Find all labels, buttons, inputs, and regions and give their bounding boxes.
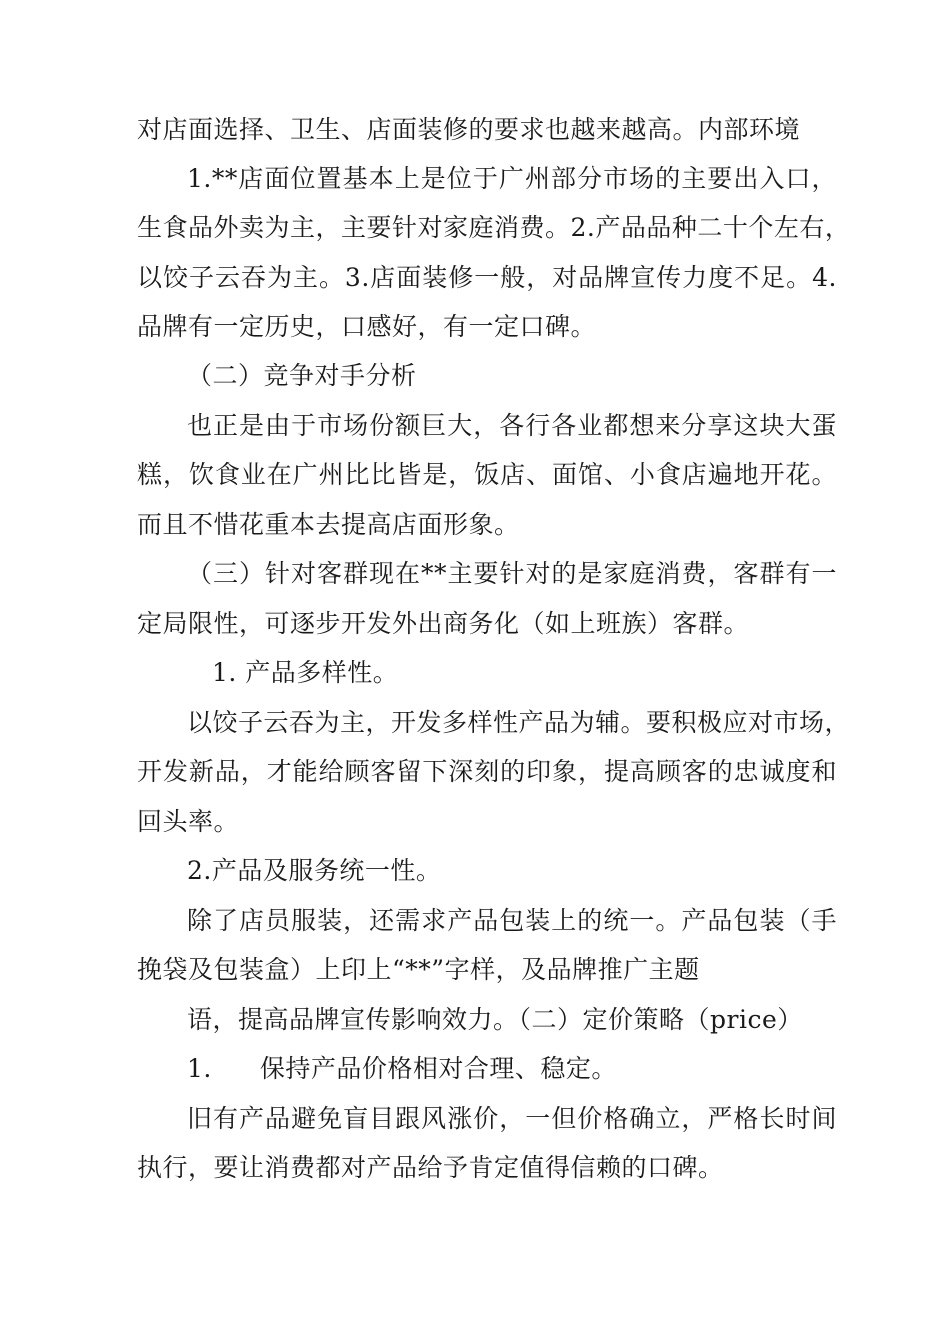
section-heading: （二）竞争对手分析 (187, 361, 417, 390)
text-line: 除了店员服装，还需求产品包装上的统一。产品包装（手 (187, 906, 837, 935)
text-line: 品牌有一定历史，口感好，有一定口碑。 (137, 312, 597, 341)
list-heading: 2.产品及服务统一性。 (187, 856, 442, 885)
list-heading (187, 1052, 617, 1086)
text-line: 回头率。 (137, 807, 240, 836)
list-number: 1. (187, 1054, 212, 1083)
list-heading: 1. 产品多样性。 (212, 658, 399, 687)
list-heading-text: 保持产品价格相对合理、稳定。 (259, 1054, 617, 1083)
text-line: 挽袋及包装盒）上印上“**”字样，及品牌推广主题 (137, 955, 700, 984)
section-heading: （三）针对客群现在**主要针对的是家庭消费，客群有一 (187, 559, 837, 588)
text-line: 生食品外卖为主，主要针对家庭消费。2.产品品种二十个左右， (137, 213, 851, 242)
text-line: 语，提高品牌宣传影响效力。（二）定价策略（price） (187, 1005, 803, 1034)
text-line: 旧有产品避免盲目跟风涨价，一但价格确立，严格长时间 (187, 1104, 837, 1133)
text-line: 开发新品，才能给顾客留下深刻的印象，提高顾客的忠诚度和 (137, 757, 837, 786)
text-line: 对店面选择、卫生、店面装修的要求也越来越高。内部环境 (137, 115, 801, 144)
text-line: 以饺子云吞为主，开发多样性产品为辅。要积极应对市场， (187, 708, 851, 737)
text-line: 糕，饮食业在广州比比皆是，饭店、面馆、小食店遍地开花。 (137, 460, 837, 489)
text-line: 1.**店面位置基本上是位于广州部分市场的主要出入口， (187, 164, 837, 193)
text-line: 以饺子云吞为主。3.店面装修一般，对品牌宣传力度不足。4. (137, 263, 837, 292)
text-line: 定局限性，可逐步开发外出商务化（如上班族）客群。 (137, 609, 750, 638)
text-line: 而且不惜花重本去提高店面形象。 (137, 510, 520, 539)
text-line: 执行，要让消费都对产品给予肯定值得信赖的口碑。 (137, 1153, 724, 1182)
text-line: 也正是由于市场份额巨大，各行各业都想来分享这块大蛋 (187, 411, 837, 440)
